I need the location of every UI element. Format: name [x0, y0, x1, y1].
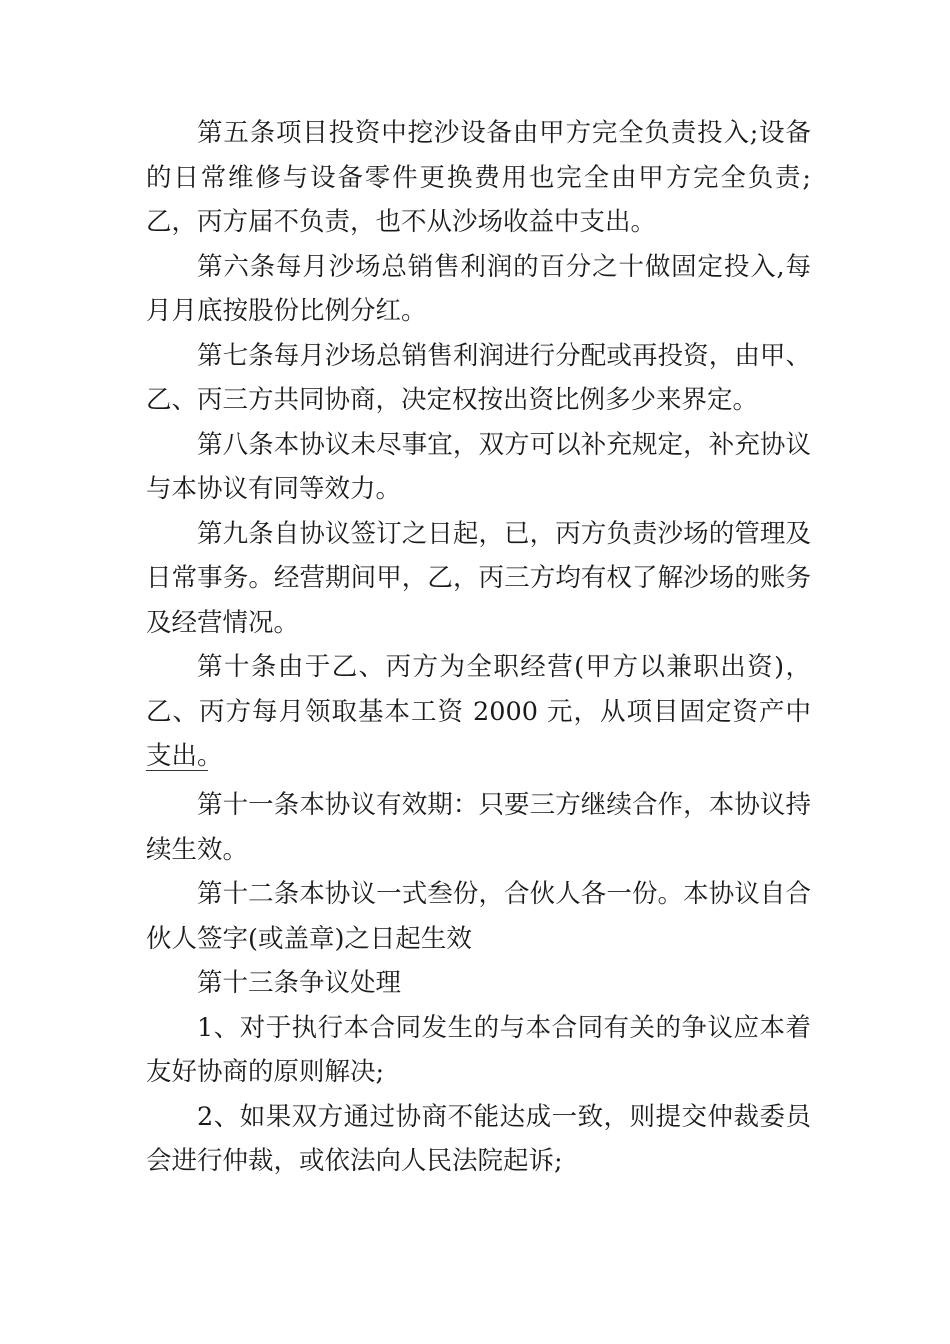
dispute-item-2: 2、如果双方通过协商不能达成一致，则提交仲裁委员会进行仲裁，或依法向人民法院起诉; [146, 1101, 811, 1176]
clause-13-heading: 第十三条争议处理 [197, 968, 402, 998]
agreement-clauses-upper [146, 111, 811, 779]
dispute-item-1: 1、对于执行本合同发生的与本合同有关的争议应本着友好协商的原则解决; [146, 1012, 811, 1087]
clause-12: 第十二条本协议一式叁份，合伙人各一份。本协议自合伙人签字(或盖章)之日起生效 [146, 879, 811, 954]
clause-9: 第九条自协议签订之日起，已，丙方负责沙场的管理及日常事务。经营期间甲，乙，丙三方均有权了解沙场的账务及经营情况。 [146, 518, 811, 638]
section-divider [146, 770, 208, 771]
clause-5: 第五条项目投资中挖沙设备由甲方完全负责投入;设备的日常维修与设备零件更换费用也完全由甲方完全负责;乙，丙方届不负责，也不从沙场收益中支出。 [146, 118, 811, 237]
clause-10: 第十条由于乙、丙方为全职经营(甲方以兼职出资)，乙、丙方每月领取基本工资 2000 元，从项目固定资产中支出。 [146, 652, 811, 771]
clause-7: 第七条每月沙场总销售利润进行分配或再投资，由甲、乙、丙三方共同协商，决定权按出资比例多少来界定。 [146, 340, 811, 415]
agreement-clauses-lower [146, 783, 811, 1184]
clause-6: 第六条每月沙场总销售利润的百分之十做固定投入,每月月底按股份比例分红。 [146, 251, 811, 326]
clause-8: 第八条本协议未尽事宜，双方可以补充规定，补充协议与本协议有同等效力。 [146, 429, 811, 504]
clause-11: 第十一条本协议有效期：只要三方继续合作，本协议持续生效。 [146, 790, 811, 865]
